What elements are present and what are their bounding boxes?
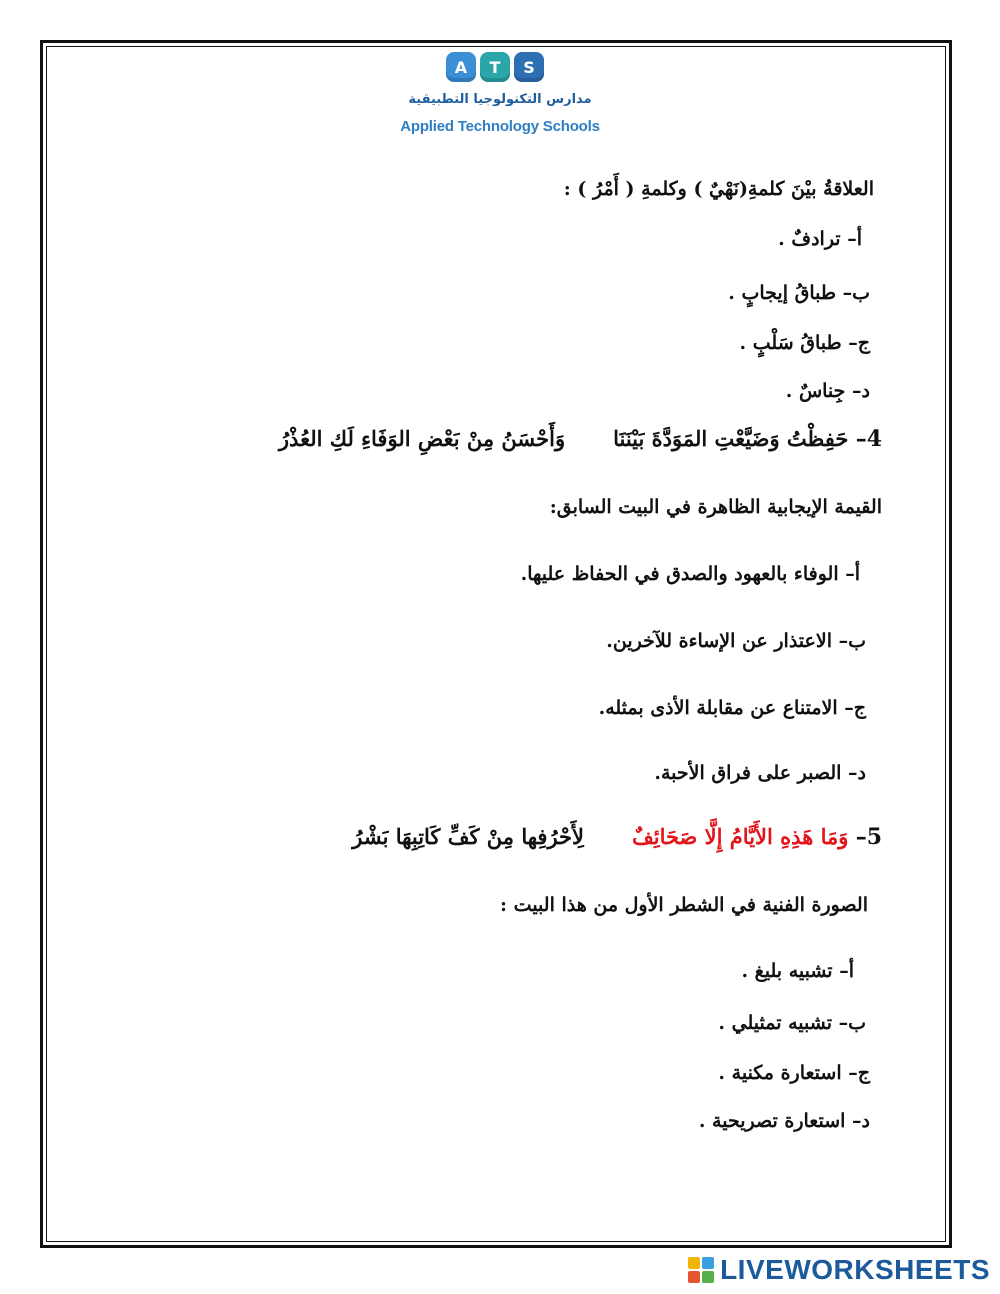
q3-option-d[interactable]: د– جِناسٌ . xyxy=(785,380,870,402)
logo-badge-s: S xyxy=(514,52,544,82)
q5-option-d[interactable]: د– استعارة تصريحية . xyxy=(698,1110,870,1132)
logo-badge-t: T xyxy=(480,52,510,82)
q5-verse xyxy=(352,824,882,850)
q4-verse-first: حَفِظْتُ وَضَيَّعْتِ المَوَدَّةَ بَيْنَنَا xyxy=(613,426,849,451)
q3-option-c[interactable]: ج– طباقُ سَلْبٍ . xyxy=(739,332,870,354)
school-logo xyxy=(400,52,600,146)
q4-option-d[interactable]: د– الصبر على فراق الأحبة. xyxy=(654,762,866,784)
liveworksheets-wordmark: LIVEWORKSHEETS xyxy=(720,1254,990,1285)
logo-badge-a: A xyxy=(446,52,476,82)
q3-stem: العلاقةُ بيْنَ كلمةِ(نَهْيٌ ) وكلمةِ ( أَمْرُ ) : xyxy=(563,178,874,200)
liveworksheets-brand[interactable] xyxy=(688,1254,990,1286)
q3-option-b[interactable]: ب– طباقُ إيجابٍ . xyxy=(728,282,870,304)
q4-number: 4– xyxy=(855,426,882,452)
q5-option-c[interactable]: ج– استعارة مكنية . xyxy=(718,1062,870,1084)
q5-verse-first: وَمَا هَذِهِ الأَيَّامُ إِلَّا صَحَائِفٌ xyxy=(632,824,849,849)
logo-badges xyxy=(446,52,544,82)
q4-verse-second: وَأَحْسَنُ مِنْ بَعْضِ الوَفَاءِ لَكِ العُذْرُ xyxy=(278,426,566,451)
logo-arabic-name: مدارس التكنولوجيا التطبيقية xyxy=(408,92,592,107)
q4-option-c[interactable]: ج– الامتناع عن مقابلة الأذى بمثله. xyxy=(598,697,866,719)
q4-verse xyxy=(279,426,882,452)
q5-number: 5– xyxy=(855,824,882,850)
q5-verse-second: لِأَحْرُفِها مِنْ كَفِّ كَاتِبِهَا بَشْرُ xyxy=(352,824,584,849)
q5-option-b[interactable]: ب– تشبيه تمثيلي . xyxy=(718,1012,866,1034)
q5-stem: الصورة الفنية في الشطر الأول من هذا البيت : xyxy=(500,894,868,916)
q4-stem: القيمة الإيجابية الظاهرة في البيت السابق: xyxy=(549,496,882,518)
q3-option-a[interactable]: أ– ترادفٌ . xyxy=(778,228,862,250)
logo-english-name: Applied Technology Schools xyxy=(400,118,600,135)
q4-option-a[interactable]: أ– الوفاء بالعهود والصدق في الحفاظ عليها. xyxy=(520,563,860,585)
q5-option-a[interactable]: أ– تشبيه بليغ . xyxy=(741,960,854,982)
q4-option-b[interactable]: ب– الاعتذار عن الإساءة للآخرين. xyxy=(606,630,866,652)
liveworksheets-logo-icon xyxy=(688,1257,714,1283)
